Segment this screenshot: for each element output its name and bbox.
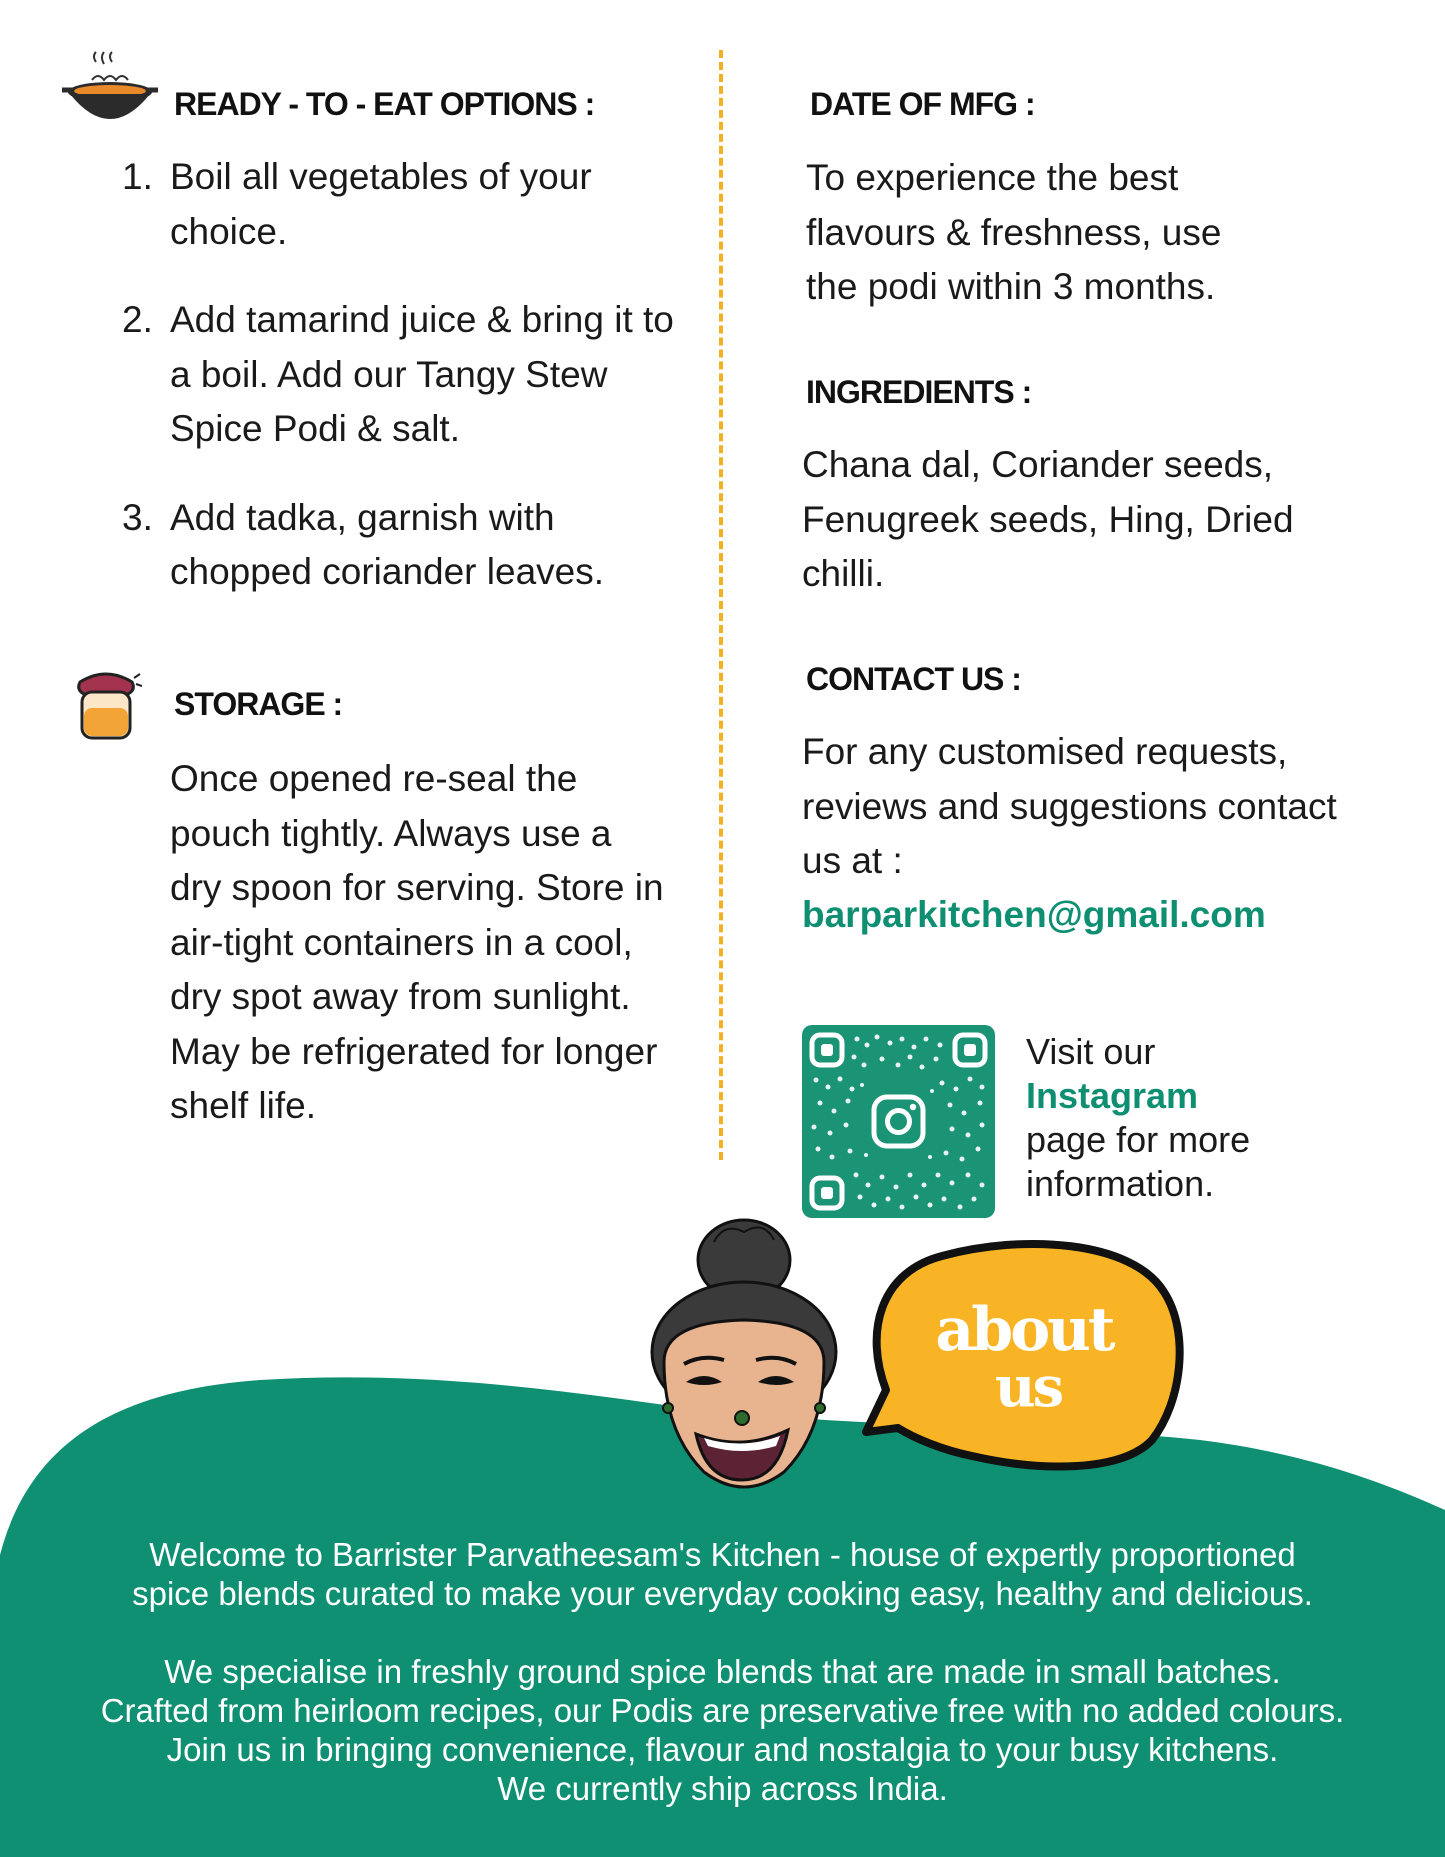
step-text: Add tadka, garnish with chopped coriander leaves. <box>170 496 605 592</box>
list-item: 1. Boil all vegetables of your choice. <box>122 156 592 252</box>
about-us-speech-bubble <box>852 1232 1192 1477</box>
date-of-mfg-text: To experience the best flavours & freshness, use the podi within 3 months. <box>806 157 1222 307</box>
about-line: We specialise in freshly ground spice blends that are made in small batches. <box>164 1653 1281 1690</box>
contact-text: For any customised requests, reviews and suggestions contact us at : <box>802 731 1337 881</box>
date-of-mfg-heading: DATE OF MFG : <box>810 86 1035 122</box>
contact-heading: CONTACT US : <box>806 661 1021 697</box>
step-text: Boil all vegetables of your choice. <box>170 156 592 252</box>
storage-text: Once opened re-seal the pouch tightly. Always use a dry spoon for serving. Store in air-tight containers in a cool, dry spot away from sunlight. May be refrigerated for longer shelf life. <box>170 758 664 1126</box>
about-line: spice blends curated to make your everyday cooking easy, healthy and delicious. <box>132 1575 1313 1612</box>
about-line: We currently ship across India. <box>497 1770 948 1807</box>
ingredients-heading: INGREDIENTS : <box>806 374 1032 410</box>
about-line: Join us in bringing convenience, flavour and nostalgia to your busy kitchens. <box>166 1731 1279 1768</box>
bubble-word-about: about <box>935 1295 1113 1365</box>
list-item: 3. Add tadka, garnish with chopped coriander leaves. <box>122 496 605 592</box>
ingredients-text: Chana dal, Coriander seeds, Fenugreek seeds, Hing, Dried chilli. <box>802 444 1294 594</box>
about-text <box>0 1535 1445 1808</box>
founder-illustration <box>634 1212 856 1512</box>
instagram-caption: Visit our Instagram page for more information. <box>1026 1030 1286 1206</box>
about-line: Welcome to Barrister Parvatheesam's Kitchen - house of expertly proportioned <box>149 1536 1296 1573</box>
about-line: Crafted from heirloom recipes, our Podis are preservative free with no added colours. <box>100 1692 1345 1729</box>
list-item: 2. Add tamarind juice & bring it to a boil. Add our Tangy Stew Spice Podi & salt. <box>122 299 674 449</box>
ready-to-eat-heading: READY - TO - EAT OPTIONS : <box>174 86 595 122</box>
contact-email-link[interactable]: barparkitchen@gmail.com <box>802 894 1266 935</box>
step-text: Add tamarind juice & bring it to a boil. Add our Tangy Stew Spice Podi & salt. <box>170 299 674 449</box>
storage-heading: STORAGE : <box>174 686 343 722</box>
instagram-link[interactable]: Instagram <box>1026 1075 1199 1116</box>
bubble-word-us: us <box>994 1354 1062 1420</box>
